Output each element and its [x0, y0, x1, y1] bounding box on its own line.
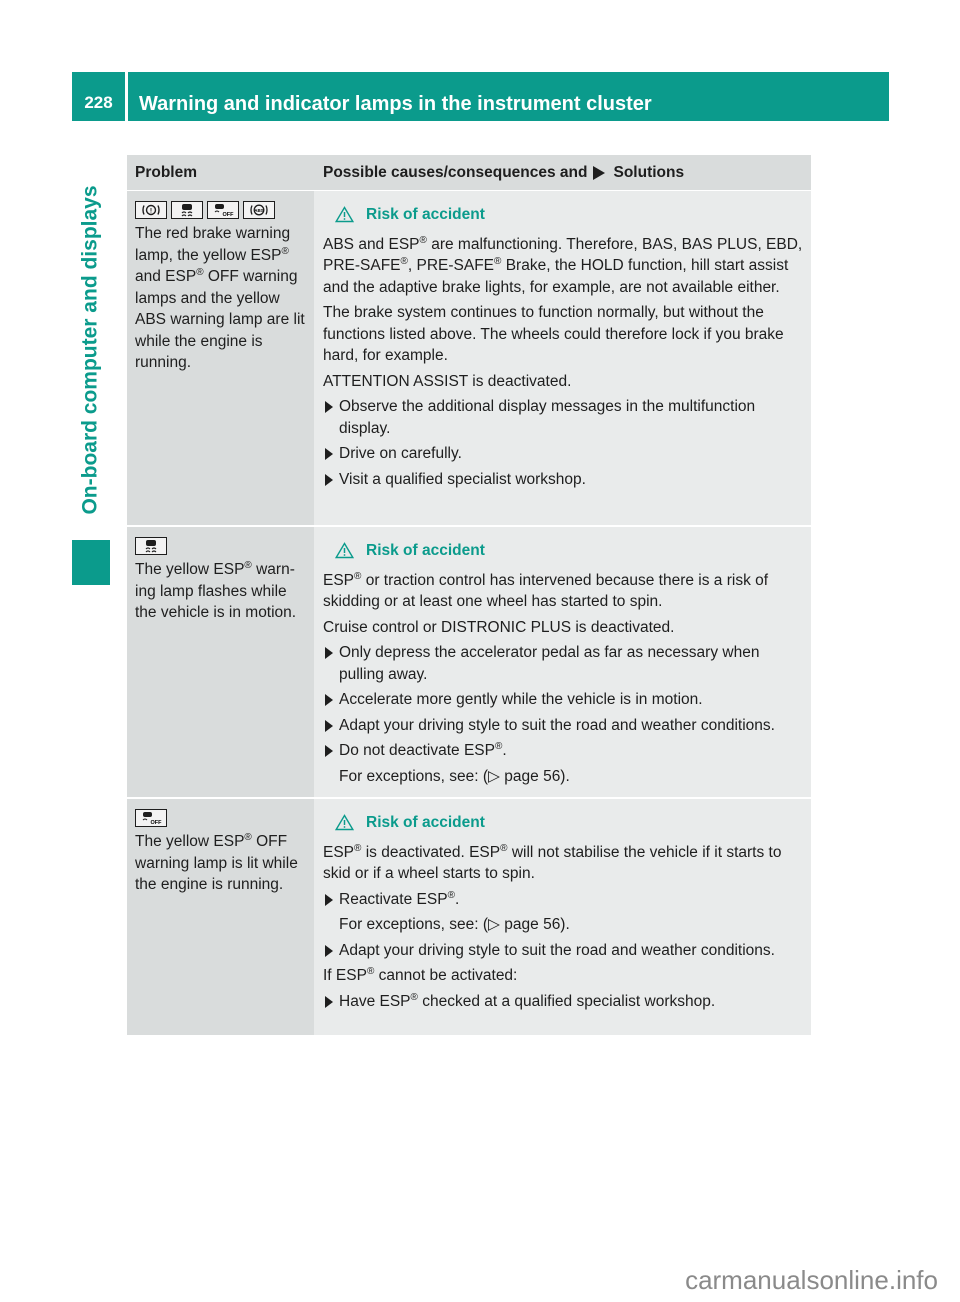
paragraph: ESP® or traction control has intervened because there is a risk of skidding or at least one wheel has started to spin.: [323, 570, 769, 610]
abs-icon: [243, 201, 275, 219]
esp-off-icon: [207, 201, 239, 219]
page-number: 228: [84, 93, 113, 112]
warning-triangle-icon: [335, 206, 354, 223]
arrow-right-icon: [593, 166, 605, 180]
paragraph: The brake system continues to function normally, but without the functions listed above. The wheels could therefore lock if you brake hard, for example.: [323, 304, 784, 364]
list-item: Observe the additional display messages in the multifunction display.: [323, 396, 805, 439]
problem-text: The red brake warning lamp, the yellow ESP® and ESP® OFF warning lamps and the yellow ABS warning lamp are lit while the engine is running.: [135, 225, 305, 371]
col-header-solutions-pre: Possible causes/consequences and: [323, 164, 588, 181]
lamp-icons: [135, 201, 308, 219]
page-ref-icon: ▷: [488, 916, 500, 933]
warning-triangle-icon: [335, 542, 354, 559]
esp-off-icon: [135, 809, 167, 827]
paragraph: ABS and ESP® are malfunctioning. Therefore, BAS, BAS PLUS, EBD, PRE-SAFE®, PRE-SAFE® Brake, the HOLD function, hill start assist and the adaptive brake lights, for example, are not available either.: [323, 234, 803, 296]
problem-text: The yellow ESP® warn-ing lamp flashes while the vehicle is in motion.: [135, 559, 297, 621]
problem-cell: [127, 527, 314, 797]
list-item: Have ESP® checked at a qualified specialist workshop.: [323, 991, 805, 1013]
risk-heading: Risk of accident: [335, 812, 805, 834]
col-header-solutions-post: Solutions: [613, 164, 685, 181]
solutions-cell: [314, 527, 811, 797]
problem-cell: [127, 191, 314, 525]
side-section-title: [72, 170, 110, 530]
list-item: Only depress the accelerator pedal as far as necessary when pulling away.: [323, 642, 805, 685]
lamp-icons: [135, 537, 308, 555]
paragraph: If ESP® cannot be activated:: [323, 965, 518, 984]
page-title: Warning and indicator lamps in the instrument cluster: [139, 93, 652, 115]
esp-icon: [135, 537, 167, 555]
esp-icon: [171, 201, 203, 219]
exception-note: For exceptions, see: (▷ page 56).: [339, 767, 570, 785]
watermark: carmanualsonline.info: [685, 1265, 938, 1295]
lamp-icons: [135, 809, 308, 827]
solutions-cell: [314, 799, 811, 1035]
list-item: Drive on carefully.: [323, 443, 805, 465]
solutions-cell: [314, 191, 811, 525]
paragraph: ESP® is deactivated. ESP® will not stabilise the vehicle if it starts to skid or if a wheel starts to spin.: [323, 842, 782, 882]
col-header-problem: Problem: [135, 164, 198, 181]
exception-note: For exceptions, see: (▷ page 56).: [339, 916, 570, 933]
header-divider: [125, 72, 128, 121]
list-item: Accelerate more gently while the vehicle is in motion.: [323, 689, 805, 711]
paragraph: ATTENTION ASSIST is deactivated.: [323, 372, 572, 390]
svg-text:!: !: [150, 208, 152, 215]
list-item: Do not deactivate ESP®.: [323, 740, 805, 762]
warning-lamps-table: [127, 155, 811, 1037]
svg-text:OFF: OFF: [150, 820, 162, 825]
table-row: [127, 527, 811, 799]
warning-triangle-icon: [335, 814, 354, 831]
table-row: [127, 799, 811, 1037]
paragraph: Cruise control or DISTRONIC PLUS is deactivated.: [323, 618, 675, 636]
list-item: Reactivate ESP®.: [323, 889, 805, 911]
svg-text:ABS: ABS: [254, 207, 264, 213]
risk-heading: Risk of accident: [335, 204, 805, 226]
list-item: Adapt your driving style to suit the road and weather conditions.: [323, 715, 805, 737]
page-ref-icon: ▷: [488, 767, 500, 785]
problem-text: The yellow ESP® OFF warning lamp is lit while the engine is running.: [135, 831, 298, 893]
svg-text:OFF: OFF: [222, 212, 234, 217]
risk-heading: Risk of accident: [335, 540, 805, 562]
col-header-solutions: [314, 155, 811, 190]
table-header: [127, 155, 811, 191]
side-tab-marker: [72, 540, 110, 585]
table-row: [127, 191, 811, 527]
list-item: Adapt your driving style to suit the road and weather conditions.: [323, 940, 805, 962]
problem-cell: [127, 799, 314, 1035]
list-item: Visit a qualified specialist workshop.: [323, 469, 805, 491]
brake-warning-icon: [135, 201, 167, 219]
side-section-label: On-board computer and displays: [79, 185, 102, 515]
